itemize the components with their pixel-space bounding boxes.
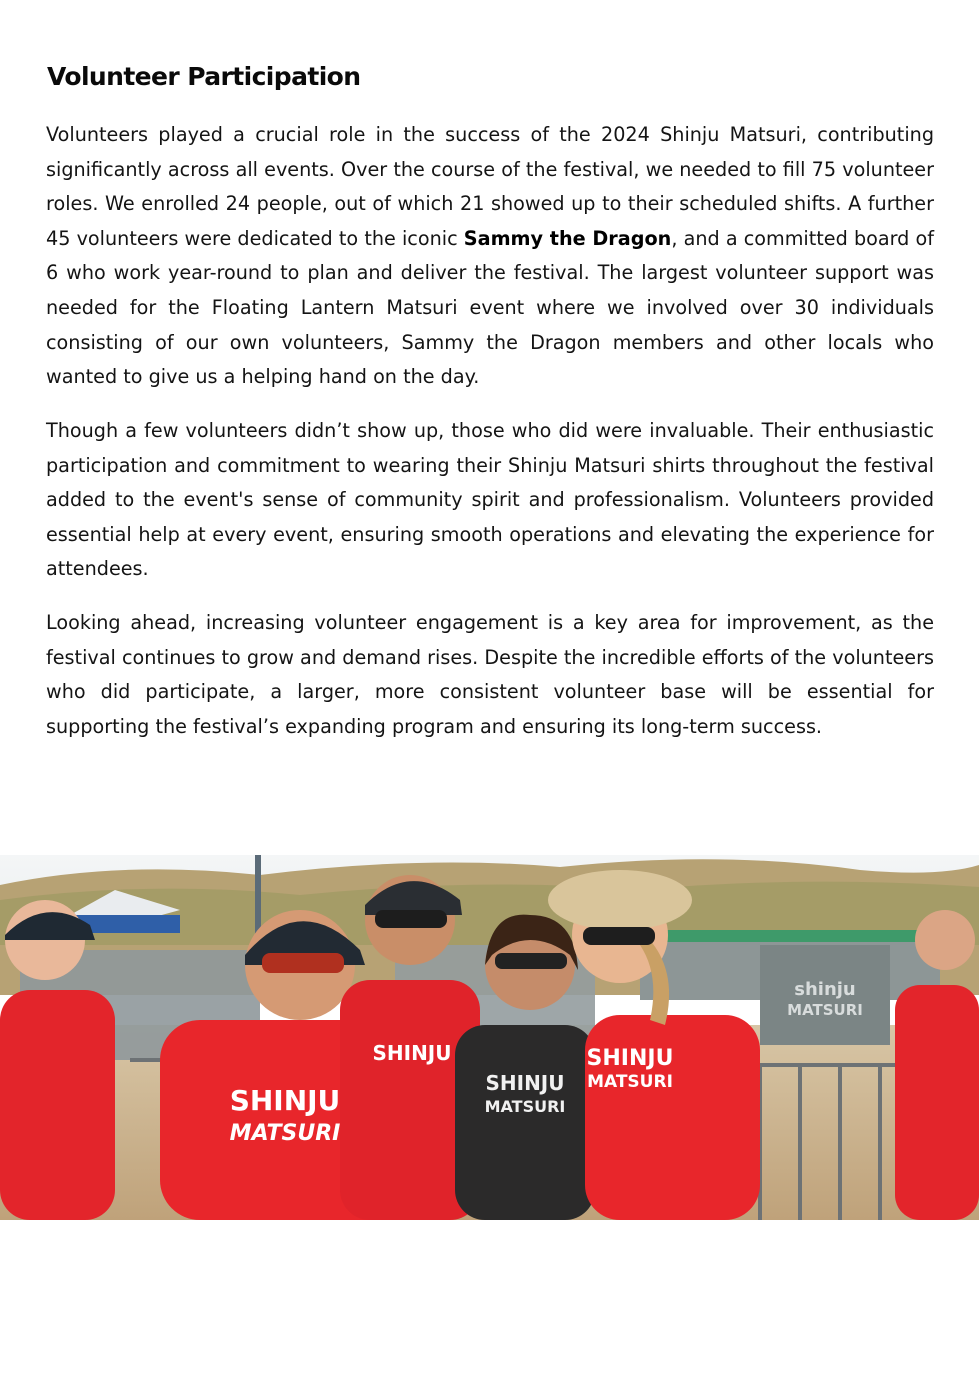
banner-text: shinju [794,979,856,1000]
shirt-text: SHINJU [372,1041,452,1065]
person-right-body [895,985,979,1220]
bold-text-sammy-the-dragon: Sammy the Dragon [463,226,672,250]
shirt-text: SHINJU [586,1046,674,1071]
paragraph-text: , and a committed board of 6 who work year-round to plan and deliver the festival. The largest volunteer support was needed for the Floating Lantern Matsuri event where we involved over 30 individuals consisting of our own volunteers, Sammy the Dragon members and other locals who wanted to give us a helping hand on the day. [46,226,934,389]
shirt-text: MATSURI [587,1072,673,1092]
portaloo-tops [640,930,940,942]
shirt-text: MATSURI [229,1121,341,1146]
person-left-body [0,990,115,1220]
shirt-text: MATSURI [484,1097,566,1116]
person-right-head [915,910,975,970]
shirt-text: SHINJU [229,1084,341,1117]
volunteers-group-photo [0,855,979,1220]
banner-text: MATSURI [787,1001,863,1019]
sunglasses [262,953,344,973]
sunglasses [375,910,447,928]
page-title: Volunteer Participation [47,62,361,91]
paragraph-text: Volunteers played a crucial role in the success of the 2024 Shinju Matsuri, contributing significantly across all events. Over the course of the festival, we needed to fill 75 volunteer roles. We enrolled 24 people, out of which 21 showed up to their scheduled shifts. A further 45 volunteers were dedicated to the iconic [46,123,934,250]
sunglasses [583,927,655,945]
sunglasses [495,953,567,969]
paragraph-looking-ahead: Looking ahead, increasing volunteer engagement is a key area for improvement, as the festival continues to grow and demand rises. Despite the incredible efforts of the volunteers who did participate, a larger, more consistent volunteer base will be essential for supporting the festival’s expanding program and ensuring its long-term success. [46,611,934,738]
shirt-text: SHINJU [485,1071,565,1095]
paragraph-volunteer-roles [46,118,934,395]
person-black-shirt-body [455,1025,595,1220]
sun-hat [548,870,692,930]
paragraph-volunteer-impact: Though a few volunteers didn’t show up, those who did were invaluable. Their enthusiastic participation and commitment to wearing their Shinju Matsuri shirts throughout the festival added to the event's sense of community spirit and professionalism. Volunteers provided essential help at every event, ensuring smooth operations and elevating the experience for attendees. [46,419,934,581]
